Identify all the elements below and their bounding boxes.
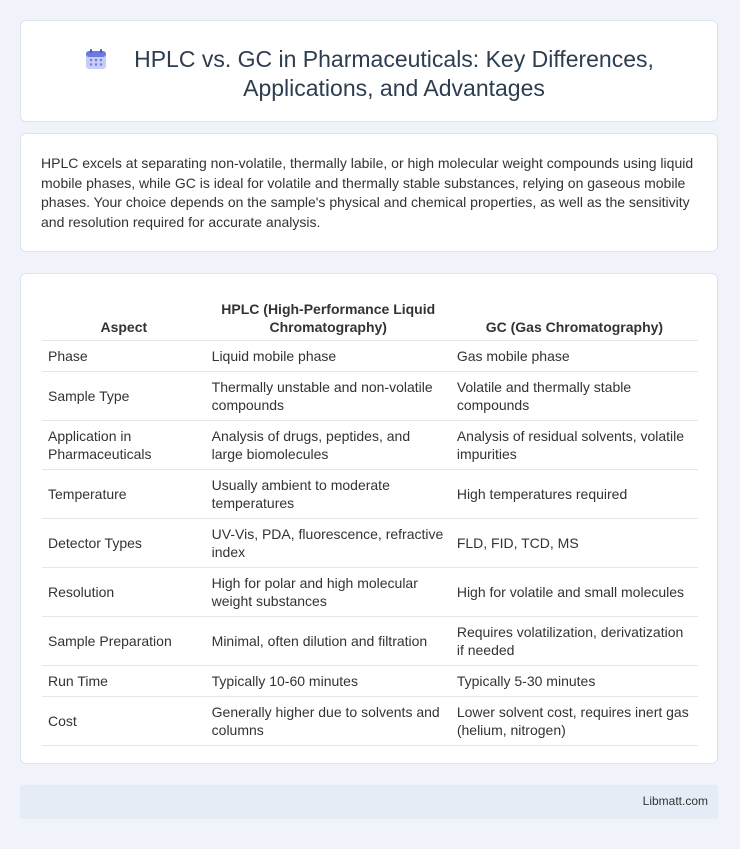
- gc-cell: High for volatile and small molecules: [451, 568, 698, 617]
- gc-cell: Volatile and thermally stable compounds: [451, 372, 698, 421]
- aspect-cell: Application in Pharmaceuticals: [42, 421, 206, 470]
- table-row: [42, 341, 698, 372]
- table-row: [42, 617, 698, 666]
- table-header-row: [42, 297, 698, 341]
- table-row: [42, 421, 698, 470]
- hplc-cell: Liquid mobile phase: [206, 341, 451, 372]
- table-row: [42, 666, 698, 697]
- gc-cell: Analysis of residual solvents, volatile impurities: [451, 421, 698, 470]
- header-hplc: HPLC (High-Performance Liquid Chromatography): [206, 297, 451, 341]
- comparison-table: [42, 297, 698, 746]
- hplc-cell: Typically 10-60 minutes: [206, 666, 451, 697]
- intro-card: [20, 133, 718, 252]
- gc-cell: Typically 5-30 minutes: [451, 666, 698, 697]
- header-aspect: Aspect: [42, 297, 206, 341]
- footer-site-link[interactable]: Libmatt.com: [642, 794, 708, 808]
- aspect-cell: Cost: [42, 697, 206, 746]
- gc-cell: Lower solvent cost, requires inert gas (helium, nitrogen): [451, 697, 698, 746]
- hplc-cell: Analysis of drugs, peptides, and large biomolecules: [206, 421, 451, 470]
- aspect-cell: Sample Preparation: [42, 617, 206, 666]
- aspect-cell: Resolution: [42, 568, 206, 617]
- hplc-cell: High for polar and high molecular weight substances: [206, 568, 451, 617]
- hplc-cell: Thermally unstable and non-volatile compounds: [206, 372, 451, 421]
- hplc-cell: Generally higher due to solvents and columns: [206, 697, 451, 746]
- table-row: [42, 568, 698, 617]
- comparison-card: [20, 273, 718, 764]
- gc-cell: FLD, FID, TCD, MS: [451, 519, 698, 568]
- gc-cell: Requires volatilization, derivatization if needed: [451, 617, 698, 666]
- header-gc: GC (Gas Chromatography): [451, 297, 698, 341]
- hplc-cell: Usually ambient to moderate temperatures: [206, 470, 451, 519]
- table-row: [42, 372, 698, 421]
- gc-cell: Gas mobile phase: [451, 341, 698, 372]
- gc-cell: High temperatures required: [451, 470, 698, 519]
- footer: [20, 785, 718, 819]
- intro-paragraph: HPLC excels at separating non-volatile, thermally labile, or high molecular weight compounds using liquid mobile phases, while GC is ideal for volatile and thermally stable substances, relying on gaseous mobile phases. Your choice depends on the sample's physical and chemical properties, as well as the sensitivity and resolution required for accurate analysis.: [41, 155, 694, 230]
- title-card: [20, 20, 718, 122]
- aspect-cell: Phase: [42, 341, 206, 372]
- aspect-cell: Temperature: [42, 470, 206, 519]
- hplc-cell: Minimal, often dilution and filtration: [206, 617, 451, 666]
- table-row: [42, 519, 698, 568]
- page-title: HPLC vs. GC in Pharmaceuticals: Key Differences, Applications, and Advantages: [134, 46, 654, 101]
- table-row: [42, 470, 698, 519]
- aspect-cell: Run Time: [42, 666, 206, 697]
- aspect-cell: Detector Types: [42, 519, 206, 568]
- hplc-cell: UV-Vis, PDA, fluorescence, refractive index: [206, 519, 451, 568]
- aspect-cell: Sample Type: [42, 372, 206, 421]
- table-row: [42, 697, 698, 746]
